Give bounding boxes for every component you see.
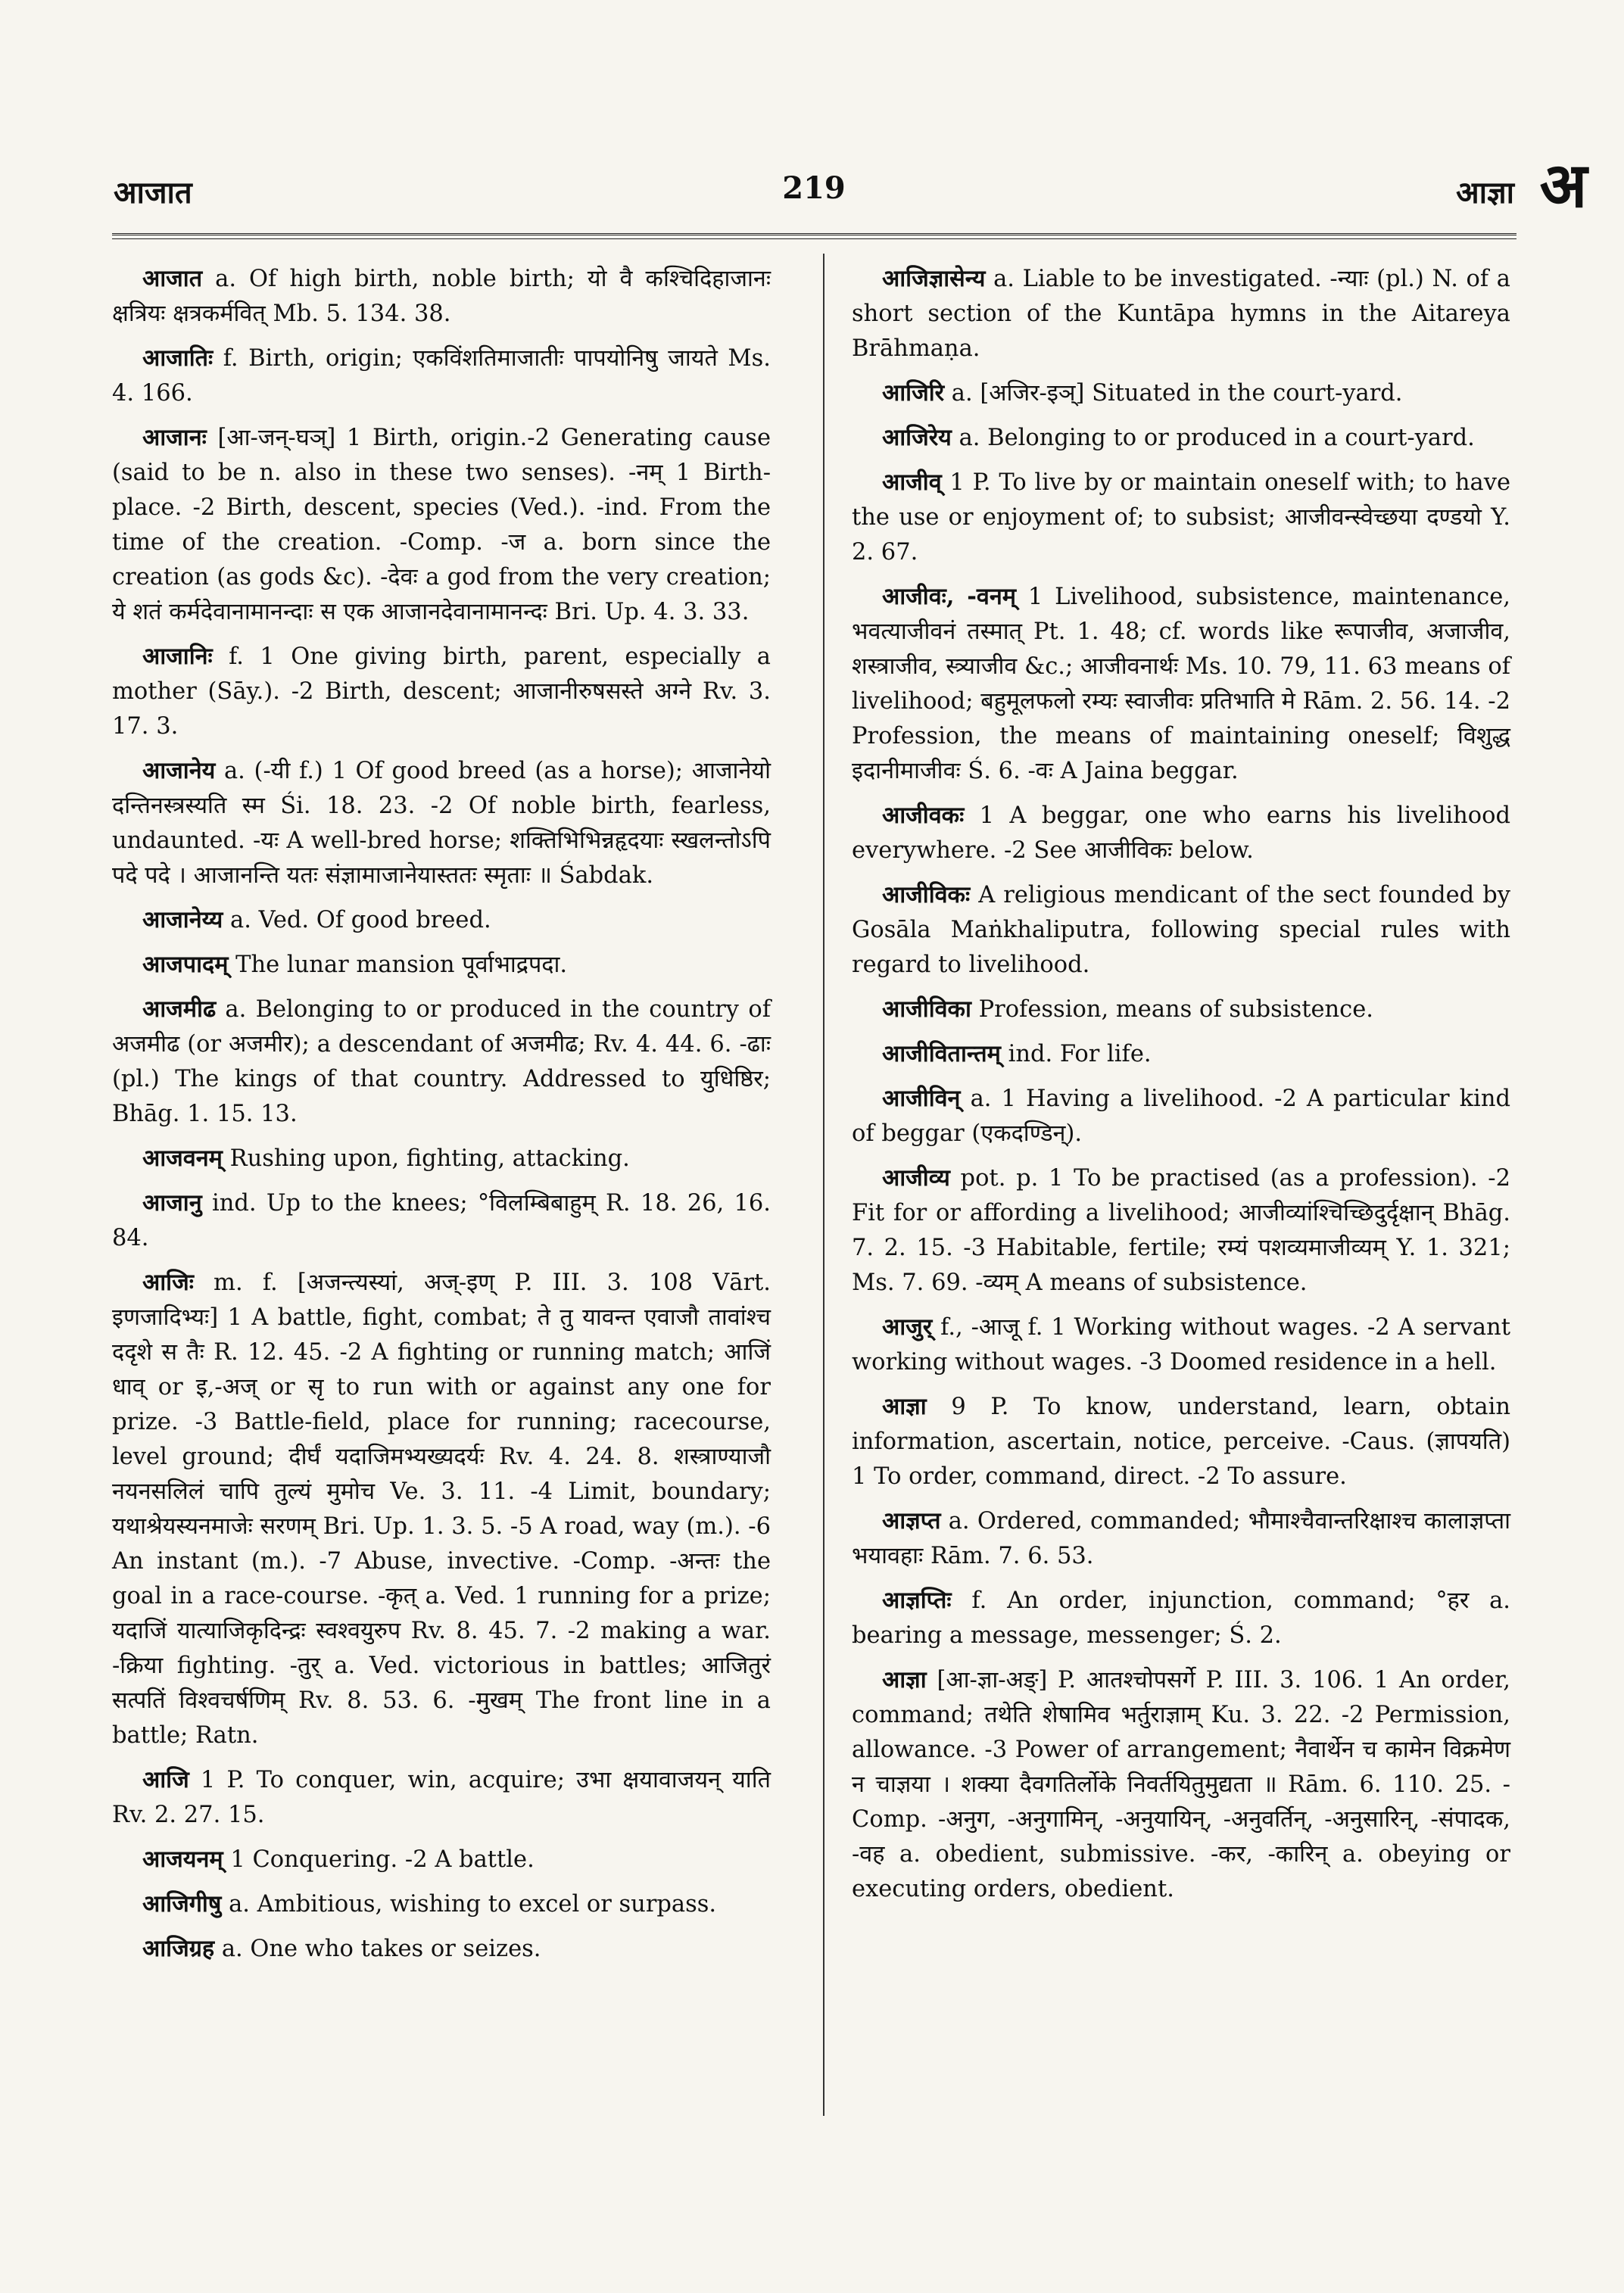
headword: आजीविका xyxy=(882,995,971,1023)
dictionary-entry xyxy=(112,1886,771,1922)
dictionary-entry xyxy=(112,341,771,411)
headword: आजिज्ञासेन्य xyxy=(882,265,986,292)
dictionary-entry xyxy=(112,639,771,744)
definition: f. Birth, origin; एकविंशतिमाजातीः पापयोनिषु जायते Ms. 4. 166. xyxy=(112,345,771,407)
dictionary-entry xyxy=(852,1081,1510,1151)
dictionary-entry xyxy=(852,1503,1510,1574)
definition: 1 P. To conquer, win, acquire; उभा क्षयावाजयन् याति Rv. 2. 27. 15. xyxy=(112,1767,771,1828)
definition: ind. Up to the knees; °विलम्बिबाहुम् R. 18. 26, 16. 84. xyxy=(112,1190,771,1251)
headword: आजमीढ xyxy=(142,995,217,1023)
page-header xyxy=(114,170,1514,216)
dictionary-entry xyxy=(852,420,1510,456)
headword: आज्ञप्तिः xyxy=(882,1587,952,1614)
dictionary-entry xyxy=(112,753,771,893)
dictionary-entry xyxy=(852,375,1510,411)
definition: a. 1 Having a livelihood. -2 A particular kind of beggar (एकदण्डिन्). xyxy=(852,1086,1510,1147)
left-guide-word: आजात xyxy=(114,175,192,210)
headword: आजानः xyxy=(142,424,207,451)
dictionary-entry xyxy=(852,1583,1510,1653)
definition: 1 Livelihood, subsistence, maintenance, भवत्याजीवनं तस्मात् Pt. 1. 48; cf. words like रूपाजीव, अजाजीव, शस्त्राजीव, स्त्र्याजीव &c.; आजीवनार्थः Ms. 10. 79, 11. 63 means of livelihood; बहुमूलफलो रम्यः स्वाजीवः प्रतिभाति मे Rām. 2. 56. 14. -2 Profession, the means of maintaining oneself; विशुद्ध इदानीमाजीवः Ś. 6. -वः A Jaina beggar. xyxy=(852,584,1511,784)
definition: a. Ved. Of good breed. xyxy=(230,907,491,933)
dictionary-entry xyxy=(852,1036,1510,1072)
dictionary-entry xyxy=(112,902,771,938)
headword: आजीविन् xyxy=(882,1085,961,1112)
definition: a. Liable to be investigated. -न्याः (pl.) N. of a short section of the Kuntāpa hymns in the Aitareya Brāhmaṇa. xyxy=(852,266,1510,362)
headword: आजपादम् xyxy=(142,951,229,978)
dictionary-entry xyxy=(852,261,1510,366)
definition: [आ-जन्-घञ्] 1 Birth, origin.-2 Generating cause (said to be n. also in these two senses). -नम् 1 Birth-place. -2 Birth, descent, species (Ved.). -ind. From the time of the creation. -Comp. -ज a. born since the creation (as gods &c). -देवः a god from the very creation; ये शतं कर्मदेवानामानन्दाः स एक आजानदेवानामानन्दः Bri. Up. 4. 3. 33. xyxy=(112,425,771,625)
dictionary-entry xyxy=(852,798,1510,868)
definition: Rushing upon, fighting, attacking. xyxy=(229,1145,630,1172)
headword: आजीवः, -वनम् xyxy=(882,583,1017,610)
dictionary-entry xyxy=(852,877,1510,983)
headword: आजानु xyxy=(142,1189,202,1217)
headword: आजिः xyxy=(142,1269,194,1296)
definition: 1 Conquering. -2 A battle. xyxy=(230,1846,535,1873)
definition: a. One who takes or seizes. xyxy=(221,1936,541,1962)
definition: a. [अजिर-इञ्] Situated in the court-yard. xyxy=(951,380,1403,407)
dictionary-entry xyxy=(852,1662,1510,1907)
definition: 1 P. To live by or maintain oneself with; to have the use or enjoyment of; to subsist; आजीवन्स्वेच्छया दण्डयो Y. 2. 67. xyxy=(852,469,1510,565)
definition: f., -आजू f. 1 Working without wages. -2 A servant working without wages. -3 Doomed residence in a hell. xyxy=(852,1314,1510,1375)
page-number: 219 xyxy=(782,170,846,206)
header-rule xyxy=(112,233,1516,239)
headword: आजि xyxy=(142,1766,189,1793)
headword: आजानेय xyxy=(142,757,216,784)
definition: m. f. [अजन्त्यस्यां, अज्-इण् P. III. 3. 108 Vārt. इणजादिभ्यः] 1 A battle, fight, combat; ते तु यावन्त एवाजौ तावांश्च ददृशे स तैः R. 12. 45. -2 A fighting or running match; आजिं धाव् or इ,-अज् or सृ to run with or against any one for prize. -3 Battle-field, place for running; racecourse, level ground; दीर्घं यदाजिमभ्यख्यदर्यः Rv. 4. 24. 8. शस्त्राण्याजौ नयनसलिलं चापि तुल्यं मुमोच Ve. 3. 11. -4 Limit, boundary; यथाश्रेयस्यनमाजेः सरणम् Bri. Up. 1. 3. 5. -5 A road, way (m.). -6 An instant (m.). -7 Abuse, invective. -Comp. -अन्तः the goal in a race-course. -कृत् a. Ved. 1 running for a prize; यदाजिं यात्याजिकृदिन्द्रः स्वश्वयुरुप Rv. 8. 45. 7. -2 making a war. -क्रिया fighting. -तुर् a. Ved. victorious in battles; आजितुरं सत्पतिं विश्वचर्षणिम् Rv. 8. 53. 6. -मुखम् The front line in a battle; Ratn. xyxy=(112,1270,771,1749)
definition: Profession, means of subsistence. xyxy=(978,996,1373,1023)
definition: pot. p. 1 To be practised (as a profession). -2 Fit for or affording a livelihood; आजीव्यांश्चिच्छिदुर्दृक्षान् Bhāg. 7. 2. 15. -3 Habitable, fertile; रम्यं पशव्यमाजीव्यम् Y. 1. 321; Ms. 7. 69. -व्यम् A means of subsistence. xyxy=(852,1165,1510,1296)
definition: The lunar mansion पूर्वाभाद्रपदा. xyxy=(235,952,568,978)
right-guide-word: आज्ञा xyxy=(1456,175,1514,210)
left-column xyxy=(112,261,771,1976)
headword: आजवनम् xyxy=(142,1145,223,1172)
dictionary-entry xyxy=(112,1185,771,1256)
right-column xyxy=(852,261,1510,1916)
thumb-index-letter: अ xyxy=(1539,149,1588,222)
headword: आज्ञा xyxy=(882,1393,927,1420)
dictionary-entry xyxy=(112,261,771,332)
headword: आजात xyxy=(142,265,203,292)
dictionary-entry xyxy=(852,1389,1510,1494)
dictionary-entry xyxy=(112,1141,771,1176)
definition: a. Ordered, commanded; भौमाश्चैवान्तरिक्षाश्च कालाज्ञप्ता भयावहाः Rām. 7. 6. 53. xyxy=(852,1508,1510,1569)
dictionary-entry xyxy=(112,1842,771,1877)
definition: a. (-यी f.) 1 Of good breed (as a horse); आजानेयो दन्तिनस्त्रस्यति स्म Śi. 18. 23. -2 Of noble birth, fearless, undaunted. -यः A well-bred horse; शक्तिभिभिन्नहृदयाः स्खलन्तोऽपि पदे पदे । आजानन्ति यतः संज्ञामाजानेयास्ततः स्मृताः ॥ Śabdak. xyxy=(112,758,771,889)
definition: a. Ambitious, wishing to excel or surpass. xyxy=(229,1891,717,1918)
headword: आज्ञा xyxy=(882,1666,927,1693)
dictionary-entry xyxy=(112,420,771,630)
headword: आजिरेय xyxy=(882,424,952,451)
headword: आजिग्रह xyxy=(142,1935,215,1962)
dictionary-entry xyxy=(852,992,1510,1027)
dictionary-entry xyxy=(852,465,1510,570)
definition: a. Belonging to or produced in the country of अजमीढ (or अजमीर); a descendant of अजमीढ; Rv. 4. 44. 6. -ढाः (pl.) The kings of that country. Addressed to युधिष्ठिर; Bhāg. 1. 15. 13. xyxy=(112,996,771,1127)
definition: ind. For life. xyxy=(1008,1041,1152,1067)
headword: आजातिः xyxy=(142,344,214,372)
definition: A religious mendicant of the sect founded by Gosāla Maṅkhaliputra, following special rules with regard to livelihood. xyxy=(852,882,1510,978)
dictionary-entry xyxy=(852,579,1510,789)
dictionary-entry xyxy=(112,992,771,1132)
definition: f. 1 One giving birth, parent, especially a mother (Sāy.). -2 Birth, descent; आजानीरुषसस्ते अग्ने Rv. 3. 17. 3. xyxy=(112,643,771,740)
headword: आजिरि xyxy=(882,379,945,407)
dictionary-entry xyxy=(112,1931,771,1967)
definition: 9 P. To know, understand, learn, obtain information, ascertain, notice, perceive. -Caus. (ज्ञापयति) 1 To order, command, direct. -2 To assure. xyxy=(852,1394,1510,1490)
dictionary-entry xyxy=(852,1310,1510,1380)
dictionary-entry xyxy=(852,1161,1510,1301)
headword: आजीवकः xyxy=(882,802,965,829)
headword: आजुर् xyxy=(882,1313,933,1341)
dictionary-entry xyxy=(112,947,771,983)
definition: [आ-ज्ञा-अङ्] P. आतश्चोपसर्गे P. III. 3. 106. 1 An order, command; तथेति शेषामिव भर्तुराज्ञाम् Ku. 3. 22. -2 Permission, allowance. -3 Power of arrangement; नैवार्थेन च कामेन विक्रमेण न चाज्ञया । शक्या दैवगतिर्लोके निवर्तयितुमुद्यता ॥ Rām. 6. 110. 25. -Comp. -अनुग, -अनुगामिन्, -अनुयायिन्, -अनुवर्तिन्, -अनुसारिन्, -संपादक, -वह a. obedient, submissive. -कर, -कारिन् a. obeying or executing orders, obedient. xyxy=(852,1667,1510,1902)
column-divider xyxy=(823,254,824,2116)
headword: आजिगीषु xyxy=(142,1890,222,1918)
headword: आजीव् xyxy=(882,469,942,496)
dictionary-entry xyxy=(112,1762,771,1833)
dictionary-entry xyxy=(112,1265,771,1753)
headword: आजीव्य xyxy=(882,1164,950,1192)
definition: a. Belonging to or produced in a court-yard. xyxy=(959,425,1475,451)
headword: आजीविकः xyxy=(882,881,971,908)
definition: 1 A beggar, one who earns his livelihood everywhere. -2 See आजीविकः below. xyxy=(852,802,1510,864)
headword: आज्ञप्त xyxy=(882,1507,941,1534)
definition: a. Of high birth, noble birth; यो वै कश्चिदिहाजानः क्षत्रियः क्षत्रकर्मवित् Mb. 5. 134. 38. xyxy=(112,266,771,327)
headword: आजानिः xyxy=(142,643,213,670)
headword: आजीवितान्तम् xyxy=(882,1040,1001,1067)
definition: f. An order, injunction, command; °हर a. bearing a message, messenger; Ś. 2. xyxy=(852,1587,1510,1649)
headword: आजयनम् xyxy=(142,1846,223,1873)
headword: आजानेय्य xyxy=(142,906,223,933)
